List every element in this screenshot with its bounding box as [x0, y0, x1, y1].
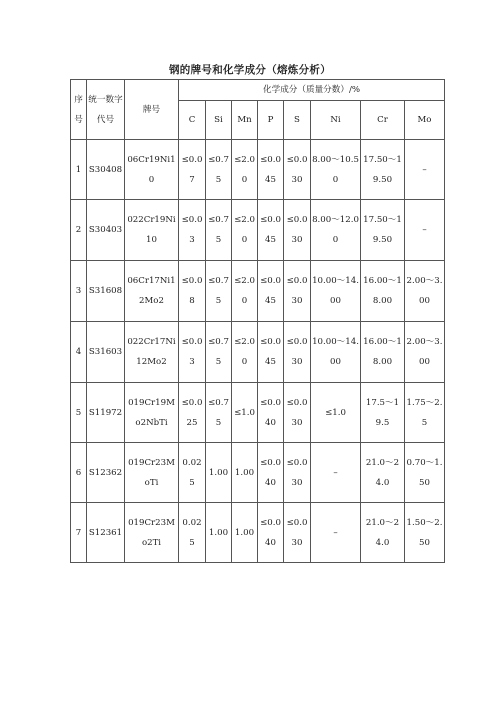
cell-ni: 8.00～10.50 [311, 140, 361, 200]
cell-si: 1.00 [206, 443, 232, 503]
header-element-mo: Mo [405, 101, 445, 140]
table-row [71, 443, 445, 503]
cell-p: ≤0.040 [258, 503, 284, 563]
cell-s: ≤0.030 [284, 503, 311, 563]
cell-grade: 019Cr23MoTi [125, 443, 179, 503]
table-title: 钢的牌号和化学成分（熔炼分析） [169, 64, 331, 76]
cell-si: 1.00 [206, 503, 232, 563]
cell-mn: ≤1.0 [232, 383, 258, 443]
cell-si: ≤0.75 [206, 261, 232, 322]
cell-p: ≤0.045 [258, 322, 284, 383]
cell-mo: 0.70～1.50 [405, 443, 445, 503]
cell-cr: 16.00～18.00 [361, 261, 405, 322]
cell-grade: 019Cr19Mo2NbTi [125, 383, 179, 443]
cell-c: 0.025 [179, 443, 206, 503]
cell-s: ≤0.030 [284, 140, 311, 200]
cell-si: ≤0.75 [206, 200, 232, 261]
header-element-p: P [258, 101, 284, 140]
table-row [71, 383, 445, 443]
cell-grade: 06Cr17Ni12Mo2 [125, 261, 179, 322]
cell-seq: 7 [71, 503, 87, 563]
cell-ni: 10.00～14.00 [311, 322, 361, 383]
cell-ni: 8.00～12.00 [311, 200, 361, 261]
cell-ni: ≤1.0 [311, 383, 361, 443]
cell-mo: – [405, 200, 445, 261]
cell-s: ≤0.030 [284, 322, 311, 383]
cell-p: ≤0.040 [258, 383, 284, 443]
cell-ni: – [311, 503, 361, 563]
header-element-mn: Mn [232, 101, 258, 140]
cell-c: ≤0.025 [179, 383, 206, 443]
cell-mo: 2.00～3.00 [405, 322, 445, 383]
cell-si: ≤0.75 [206, 322, 232, 383]
cell-cr: 17.50～19.50 [361, 200, 405, 261]
cell-seq: 1 [71, 140, 87, 200]
cell-c: 0.025 [179, 503, 206, 563]
header-code: 统一数字代号 [87, 80, 125, 140]
cell-si: ≤0.75 [206, 140, 232, 200]
cell-mn: 1.00 [232, 503, 258, 563]
cell-c: ≤0.03 [179, 200, 206, 261]
cell-cr: 21.0～24.0 [361, 443, 405, 503]
cell-cr: 17.50～19.50 [361, 140, 405, 200]
table-row [71, 200, 445, 261]
cell-code: S31603 [87, 322, 125, 383]
header-element-s: S [284, 101, 311, 140]
cell-mn: ≤2.00 [232, 140, 258, 200]
cell-p: ≤0.045 [258, 261, 284, 322]
cell-mn: ≤2.00 [232, 322, 258, 383]
header-element-ni: Ni [311, 101, 361, 140]
cell-mo: – [405, 140, 445, 200]
table-row [71, 261, 445, 322]
header-element-cr: Cr [361, 101, 405, 140]
cell-seq: 5 [71, 383, 87, 443]
cell-c: ≤0.07 [179, 140, 206, 200]
cell-mo: 2.00～3.00 [405, 261, 445, 322]
cell-s: ≤0.030 [284, 383, 311, 443]
header-composition: 化学成分（质量分数）/% [179, 80, 445, 101]
cell-mo: 1.75～2.5 [405, 383, 445, 443]
cell-si: ≤0.75 [206, 383, 232, 443]
cell-seq: 4 [71, 322, 87, 383]
table-row [71, 503, 445, 563]
cell-s: ≤0.030 [284, 443, 311, 503]
cell-code: S12361 [87, 503, 125, 563]
header-grade: 牌号 [125, 80, 179, 140]
cell-ni: 10.00～14.00 [311, 261, 361, 322]
cell-code: S31608 [87, 261, 125, 322]
cell-p: ≤0.045 [258, 200, 284, 261]
cell-s: ≤0.030 [284, 200, 311, 261]
header-element-si: Si [206, 101, 232, 140]
table-row [71, 140, 445, 200]
cell-seq: 3 [71, 261, 87, 322]
cell-mo: 1.50～2.50 [405, 503, 445, 563]
cell-code: S30408 [87, 140, 125, 200]
cell-cr: 16.00～18.00 [361, 322, 405, 383]
cell-seq: 6 [71, 443, 87, 503]
header-seq: 序号 [71, 80, 87, 140]
cell-mn: ≤2.00 [232, 261, 258, 322]
composition-table [70, 79, 445, 563]
cell-c: ≤0.08 [179, 261, 206, 322]
cell-cr: 21.0～24.0 [361, 503, 405, 563]
cell-ni: – [311, 443, 361, 503]
cell-p: ≤0.040 [258, 443, 284, 503]
cell-grade: 06Cr19Ni10 [125, 140, 179, 200]
cell-mn: ≤2.00 [232, 200, 258, 261]
cell-mn: 1.00 [232, 443, 258, 503]
cell-grade: 022Cr17Ni12Mo2 [125, 322, 179, 383]
cell-grade: 022Cr19Ni10 [125, 200, 179, 261]
cell-code: S30403 [87, 200, 125, 261]
cell-p: ≤0.045 [258, 140, 284, 200]
cell-cr: 17.5～19.5 [361, 383, 405, 443]
table-row [71, 322, 445, 383]
cell-seq: 2 [71, 200, 87, 261]
cell-code: S12362 [87, 443, 125, 503]
cell-code: S11972 [87, 383, 125, 443]
cell-grade: 019Cr23Mo2Ti [125, 503, 179, 563]
cell-s: ≤0.030 [284, 261, 311, 322]
header-element-c: C [179, 101, 206, 140]
cell-c: ≤0.03 [179, 322, 206, 383]
